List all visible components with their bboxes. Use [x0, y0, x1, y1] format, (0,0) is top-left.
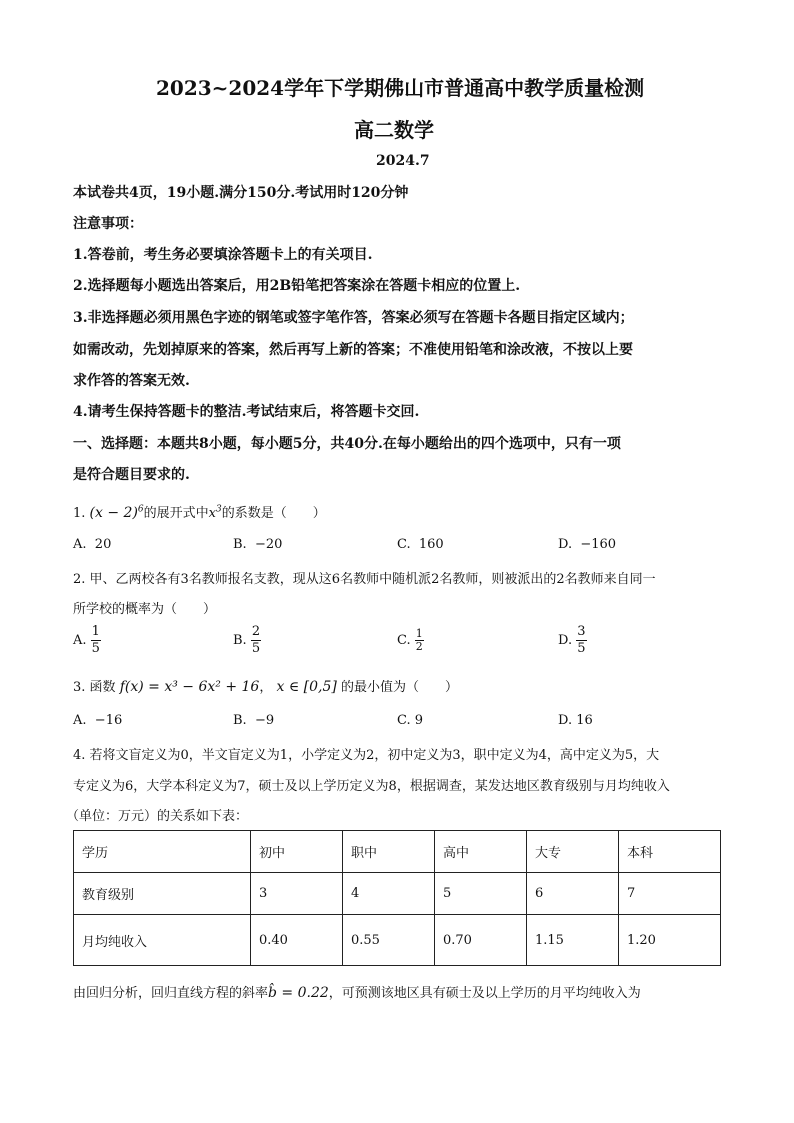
- table-cell: 0.70: [435, 915, 527, 966]
- q2-option-c: C. $\frac{1}{2}$: [397, 627, 423, 653]
- question-4-line2: 专定义为6，大学本科定义为7，硕士及以上学历定义为8，根据调查，某发达地区教育级别与月均纯收入: [73, 779, 670, 794]
- q2-option-b-fraction: $\frac{2}{5}$: [251, 624, 261, 656]
- q2-option-c-fraction: $\frac{1}{2}$: [415, 627, 423, 653]
- exam-date: 2024.7: [376, 153, 430, 169]
- q3-prefix: 3. 函数: [73, 680, 116, 695]
- page-subtitle: 高二数学: [354, 118, 434, 142]
- table-cell: 5: [435, 873, 527, 915]
- table-header-cell: 初中: [251, 831, 343, 873]
- note-3-cont-1: 如需改动，先划掉原来的答案，然后再写上新的答案；不准使用铅笔和涂改液，不按以上要: [73, 342, 633, 358]
- q3-function: f(x) = x³ − 6x² + 16: [119, 679, 260, 695]
- q4-after-b: ，可预测该地区具有硕士及以上学历的月平均纯收入为: [328, 986, 641, 1001]
- table-row: [74, 915, 721, 966]
- question-4-after-table: [73, 982, 641, 1001]
- q3-option-d: D. 16: [558, 713, 593, 728]
- q1-text-a: 的展开式中: [143, 506, 209, 521]
- question-1: [73, 502, 326, 521]
- q1-expression: $(x - 2)^6$: [89, 504, 144, 521]
- q1-variable: $x^3$: [208, 504, 222, 521]
- note-3: 3.非选择题必须用黑色字迹的钢笔或签字笔作答，答案必须写在答题卡各题目指定区域内；: [73, 310, 634, 326]
- note-1: 1.答卷前，考生务必要填涂答题卡上的有关项目.: [73, 247, 373, 263]
- section-heading-line2: 是符合题目要求的.: [73, 467, 190, 483]
- table-cell: 月均纯收入: [74, 915, 251, 966]
- table-cell: 7: [619, 873, 721, 915]
- q3-option-c: C. 9: [397, 713, 424, 728]
- note-3-cont-2: 求作答的答案无效.: [73, 373, 190, 389]
- table-cell: 教育级别: [74, 873, 251, 915]
- q2-option-a: A. $\frac{1}{5}$: [73, 624, 100, 656]
- table-cell: 0.40: [251, 915, 343, 966]
- q1-option-d: D. −160: [558, 537, 617, 552]
- table-header-cell: 高中: [435, 831, 527, 873]
- note-2: 2.选择题每小题选出答案后，用2B铅笔把答案涂在答题卡相应的位置上.: [73, 278, 521, 294]
- q1-text-b: 的系数是（ ）: [221, 506, 326, 521]
- table-cell: 3: [251, 873, 343, 915]
- q3-tail: 的最小值为（ ）: [340, 680, 458, 695]
- q3-domain: x ∈ [0,5]: [276, 679, 337, 695]
- question-2-line2: 所学校的概率为（ ）: [73, 602, 217, 617]
- table-header-cell: 大专: [527, 831, 619, 873]
- q3-option-b: B. −9: [233, 713, 275, 728]
- q2-option-d: D. $\frac{3}{5}$: [558, 624, 586, 656]
- table-cell: 1.20: [619, 915, 721, 966]
- note-4: 4.请考生保持答题卡的整洁.考试结束后，将答题卡交回.: [73, 404, 420, 420]
- section-heading-line1: 一、选择题：本题共8小题，每小题5分，共40分.在每小题给出的四个选项中，只有一项: [73, 436, 621, 452]
- table-cell: 4: [343, 873, 435, 915]
- page-title: 2023~2024学年下学期佛山市普通高中教学质量检测: [156, 76, 645, 100]
- question-4-line1: 4. 若将文盲定义为0，半文盲定义为1，小学定义为2，初中定义为3，职中定义为4，高中定义为5，大: [73, 748, 660, 763]
- table-header-row: [74, 831, 721, 873]
- table-row: [74, 873, 721, 915]
- q2-option-a-fraction: $\frac{1}{5}$: [91, 624, 100, 656]
- q2-option-d-fraction: $\frac{3}{5}$: [577, 624, 586, 656]
- q3-option-a: A. −16: [73, 713, 123, 728]
- table-cell: 0.55: [343, 915, 435, 966]
- exam-intro: 本试卷共4页，19小题.满分150分.考试用时120分钟: [73, 185, 409, 201]
- q2-option-b: B. $\frac{2}{5}$: [233, 624, 261, 656]
- question-4-line3: （单位：万元）的关系如下表：: [66, 809, 249, 824]
- q4-after-a: 由回归分析，回归直线方程的斜率: [73, 986, 269, 1001]
- notes-heading: 注意事项：: [73, 216, 143, 232]
- table-cell: 1.15: [527, 915, 619, 966]
- education-income-table: [73, 830, 721, 966]
- q4-slope: b̂ = 0.22: [268, 985, 329, 1001]
- question-2-line1: 2. 甲、乙两校各有3名教师报名支教，现从这6名教师中随机派2名教师，则被派出的2名教师来自同一: [73, 572, 656, 587]
- q1-option-a: A. 20: [73, 537, 112, 552]
- q1-option-c: C. 160: [397, 537, 444, 552]
- table-header-cell: 学历: [74, 831, 251, 873]
- table-cell: 6: [527, 873, 619, 915]
- q1-option-b: B. −20: [233, 537, 283, 552]
- question-3: 3. 函数 f(x) = x³ − 6x² + 16， x ∈ [0,5] 的最小值为（ ）: [73, 679, 458, 695]
- q1-number: 1.: [73, 506, 86, 521]
- table-header-cell: 本科: [619, 831, 721, 873]
- table-header-cell: 职中: [343, 831, 435, 873]
